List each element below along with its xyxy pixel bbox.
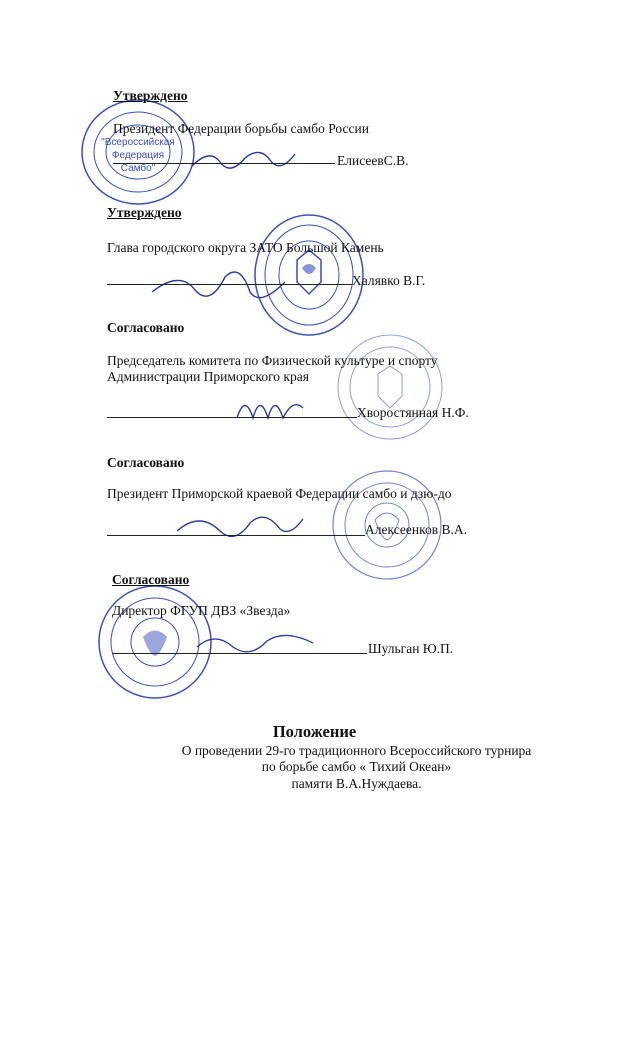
block3-signer: Хворостянная Н.Ф.	[357, 405, 469, 420]
block1-signer: ЕлисеевС.В.	[337, 153, 409, 168]
title-line2: по борьбе самбо « Тихий Океан»	[261, 759, 452, 774]
block3-signature-line	[107, 417, 357, 418]
block1-heading: Утверждено	[113, 88, 188, 103]
signature-2	[150, 262, 290, 312]
block4-signature-line	[107, 535, 365, 536]
stamp-sambo-federation	[78, 95, 198, 210]
signature-1	[190, 138, 300, 178]
block3-line1: Председатель комитета по Физической культуре и спорту	[107, 353, 438, 368]
block1-line1: Президент Федерации борьбы самбо России	[113, 121, 369, 136]
block4-line1: Президент Приморской краевой Федерации самбо и дзю-до	[107, 486, 452, 501]
block5-heading: Согласовано	[112, 572, 190, 587]
title-line3: памяти В.А.Нуждаева.	[291, 776, 422, 791]
block2-heading: Утверждено	[107, 205, 182, 220]
signature-4	[175, 505, 305, 545]
block3-heading: Согласовано	[107, 320, 185, 335]
stamp1-text-c: Самбо"	[120, 163, 156, 174]
block5-signer: Шульган Ю.П.	[368, 641, 454, 656]
block2-signature-line	[107, 284, 352, 285]
title-line1: О проведении 29-го традиционного Всероссийского турнира	[181, 743, 532, 758]
stamp-sport-committee	[335, 332, 445, 442]
stamp1-text-a: "Всероссийская	[101, 137, 175, 148]
block2-line1: Глава городского округа ЗАТО Большой Камень	[107, 240, 384, 255]
block1-signature-line	[113, 163, 335, 164]
block5-signature-line	[112, 653, 367, 654]
block5-line1: Директор ФГУП ДВЗ «Звезда»	[112, 603, 291, 618]
block4-heading: Согласовано	[107, 455, 185, 470]
block2-signer: Халявко В.Г.	[352, 273, 426, 288]
signature-5	[195, 625, 315, 661]
signature-3	[235, 388, 305, 428]
block3-line2: Администрации Приморского края	[107, 369, 309, 384]
document-title: Положение	[272, 722, 357, 741]
stamp1-text-b: Федерация	[111, 150, 165, 161]
block4-signer: Алексеенков В.А.	[365, 522, 467, 537]
